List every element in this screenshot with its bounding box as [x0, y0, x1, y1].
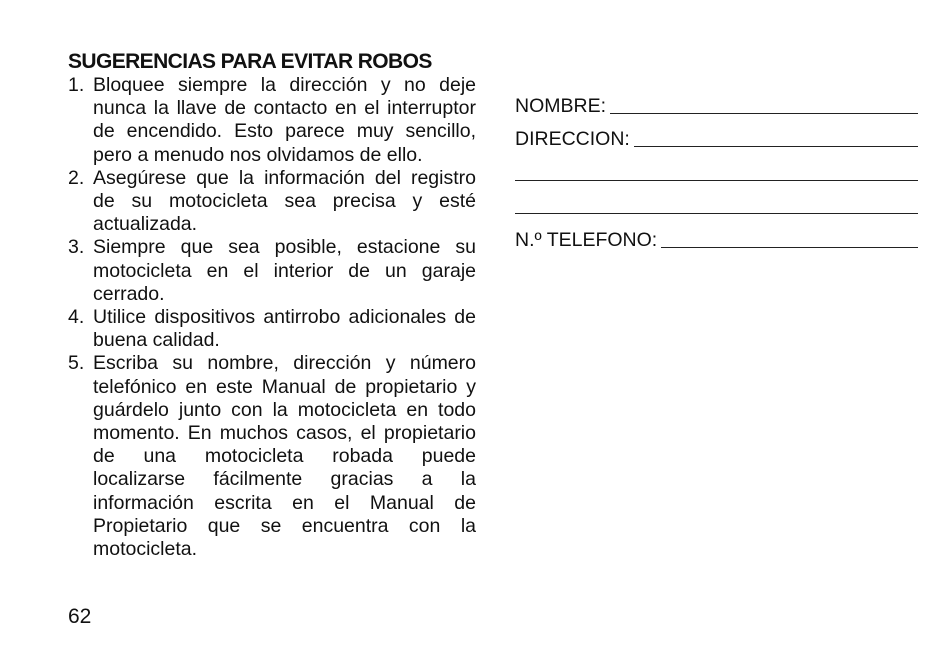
address-row: [515, 117, 918, 151]
tip-number: 4.: [68, 306, 85, 329]
phone-label: N.º TELEFONO:: [515, 228, 658, 251]
section-title: SUGERENCIAS PARA EVITAR ROBOS: [68, 50, 432, 73]
tip-number: 3.: [68, 236, 85, 259]
name-label: NOMBRE:: [515, 94, 607, 117]
owner-info-form: [515, 83, 918, 251]
tip-item: [68, 352, 476, 561]
name-field-line[interactable]: [610, 113, 918, 114]
tips-list: [68, 74, 476, 561]
address-label: DIRECCION:: [515, 128, 630, 150]
phone-row: [515, 217, 918, 251]
tip-text: Utilice dispositivos antirrobo adicionales de buena calidad.: [93, 306, 476, 352]
address-extra-row: [515, 150, 918, 184]
tip-number: 1.: [68, 74, 85, 96]
address-field-line[interactable]: [634, 146, 918, 147]
tip-text: Asegúrese que la información del registro de su motocicleta sea precisa y esté actualizada.: [93, 166, 476, 236]
address-extra-line-2[interactable]: [515, 213, 918, 214]
tip-text: Bloquee siempre la dirección y no deje nunca la llave de contacto en el interruptor de encendido. Esto parece muy sencillo, pero a menudo nos olvidamos de ello.: [93, 74, 476, 166]
tip-item: [68, 167, 476, 237]
tip-item: [68, 306, 476, 352]
page-number: 62: [68, 605, 92, 628]
address-extra-line-1[interactable]: [515, 180, 918, 181]
tip-text: Escriba su nombre, dirección y número telefónico en este Manual de propietario y guárdelo junto con la motocicleta en todo momento. En muchos casos, el propietario de una motocicleta robada puede localizarse fácilmente gracias a la información escrita en el Manual de Propietario que se encuentra con la motocicleta.: [93, 352, 476, 561]
address-extra-row: [515, 184, 918, 218]
tip-number: 2.: [68, 166, 85, 189]
tip-item: [68, 74, 476, 167]
anti-theft-section: [68, 50, 476, 561]
tip-item: [68, 236, 476, 306]
tip-text: Siempre que sea posible, estacione su motocicleta en el interior de un garaje cerrado.: [93, 236, 476, 305]
tip-number: 5.: [68, 352, 85, 375]
phone-field-line[interactable]: [661, 247, 918, 248]
name-row: [515, 83, 918, 117]
